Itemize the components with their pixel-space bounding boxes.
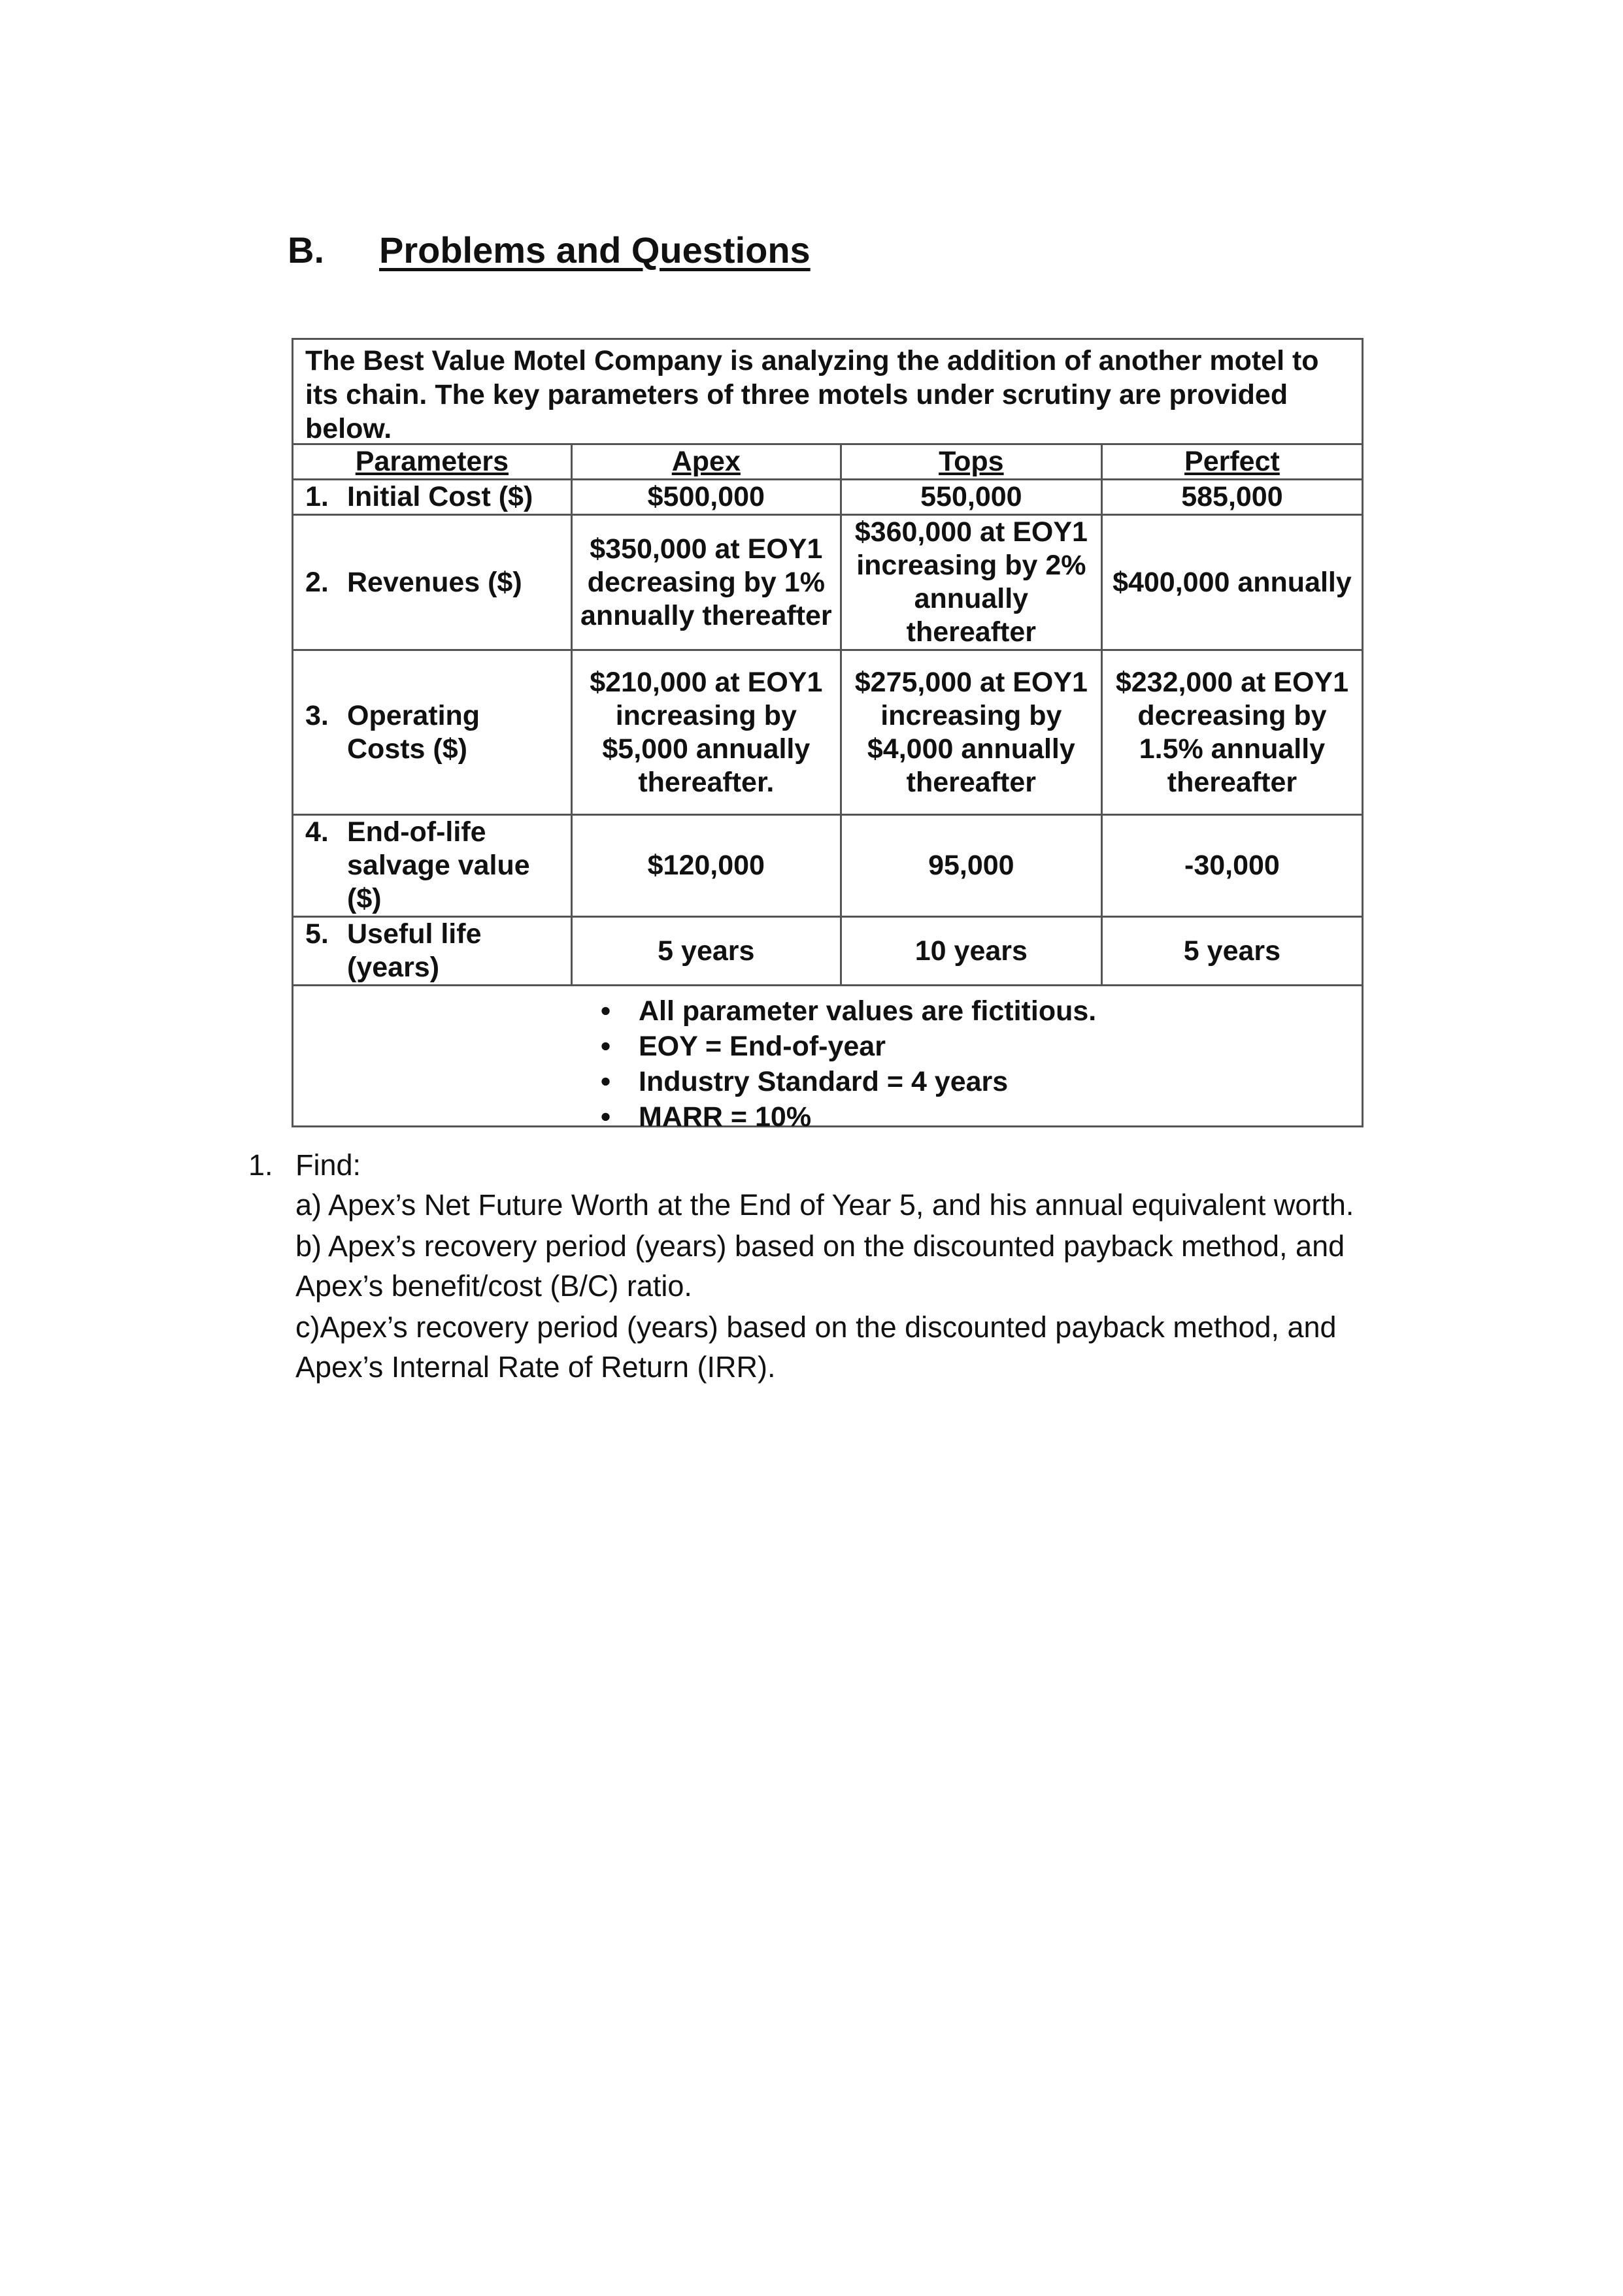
row-label: Revenues ($) <box>347 566 522 598</box>
row-label: Initial Cost ($) <box>347 481 533 512</box>
row-number: 1. <box>305 481 329 512</box>
intro-text: The Best Value Motel Company is analyzing the addition of another motel to its chain. The key parameters of three motels under scrutiny are provided below. <box>305 345 1319 444</box>
cell-tops: 95,000 <box>841 815 1101 917</box>
table-row <box>293 650 1363 815</box>
question-part: a) Apex’s Net Future Worth at the End of Year 5, and his annual equivalent worth. <box>295 1188 1354 1222</box>
question-find: Find: <box>295 1148 361 1182</box>
table-row <box>293 480 1363 515</box>
cell-perfect: -30,000 <box>1101 815 1362 917</box>
notes-list <box>601 993 1096 1135</box>
table-row <box>293 815 1363 917</box>
header-apex: Apex <box>571 444 841 480</box>
cell-tops: $275,000 at EOY1 increasing by $4,000 annually thereafter <box>841 650 1101 815</box>
cell-apex: 5 years <box>571 917 841 986</box>
questions-section <box>248 1145 1399 1388</box>
cell-perfect: $232,000 at EOY1 decreasing by 1.5% annually thereafter <box>1101 650 1362 815</box>
question-number: 1. <box>248 1148 273 1182</box>
question-part: c)Apex’s recovery period (years) based on the discounted payback method, and Apex’s Internal Rate of Return (IRR). <box>295 1310 1337 1384</box>
cell-apex: $210,000 at EOY1 increasing by $5,000 annually thereafter. <box>571 650 841 815</box>
cell-perfect: 5 years <box>1101 917 1362 986</box>
list-item: • MARR = 10% <box>601 1099 1096 1135</box>
list-item: • Industry Standard = 4 years <box>601 1064 1096 1099</box>
row-label: End-of-life salvage value ($) <box>347 816 530 914</box>
list-item: • All parameter values are fictitious. <box>601 993 1096 1029</box>
section-letter: B. <box>288 229 324 271</box>
question-parts <box>295 1185 1399 1387</box>
row-number: 3. <box>305 699 329 731</box>
row-number: 2. <box>305 566 329 598</box>
header-perfect: Perfect <box>1101 444 1362 480</box>
question-part: b) Apex’s recovery period (years) based on the discounted payback method, and Apex’s benefit/cost (B/C) ratio. <box>295 1229 1345 1303</box>
table-row <box>293 917 1363 986</box>
list-item: • EOY = End-of-year <box>601 1029 1096 1064</box>
table-header-row <box>293 444 1363 480</box>
cell-perfect: $400,000 annually <box>1101 515 1362 650</box>
row-label: Operating Costs ($) <box>347 699 480 765</box>
header-tops: Tops <box>841 444 1101 480</box>
cell-apex: $120,000 <box>571 815 841 917</box>
cell-apex: $350,000 at EOY1 decreasing by 1% annually thereafter <box>571 515 841 650</box>
cell-perfect: 585,000 <box>1101 480 1362 515</box>
row-number: 5. <box>305 918 329 950</box>
row-label: Useful life (years) <box>347 918 482 983</box>
section-heading <box>288 229 811 271</box>
cell-tops: 550,000 <box>841 480 1101 515</box>
cell-apex: $500,000 <box>571 480 841 515</box>
cell-tops: $360,000 at EOY1 increasing by 2% annually thereafter <box>841 515 1101 650</box>
header-parameters: Parameters <box>293 444 572 480</box>
problem-box <box>292 338 1364 1133</box>
row-number: 4. <box>305 816 329 848</box>
question-header <box>248 1145 1399 1185</box>
table-row <box>293 515 1363 650</box>
parameters-table <box>292 443 1364 986</box>
section-title: Problems and Questions <box>379 229 811 271</box>
cell-tops: 10 years <box>841 917 1101 986</box>
